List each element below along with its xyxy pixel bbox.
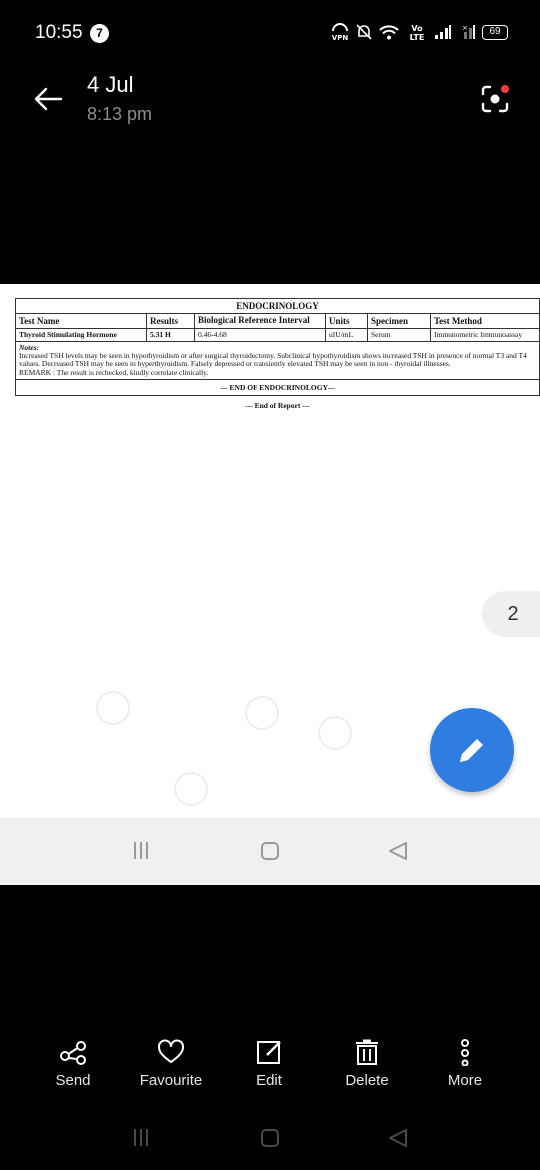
status-time: 10:55 [35, 22, 83, 43]
lab-report-document [15, 298, 540, 410]
more-vertical-icon [451, 1038, 479, 1066]
favourite-label: Favourite [139, 1072, 203, 1089]
svg-text:×: × [462, 24, 468, 32]
photo-date: 4 Jul [87, 72, 134, 97]
send-button[interactable] [23, 1038, 123, 1089]
method-cell: Immunometric Immunoassay [431, 329, 540, 342]
svg-text:VPN: VPN [331, 34, 349, 41]
vpn-icon [330, 23, 350, 41]
pencil-icon [456, 734, 488, 766]
result-cell: 5.31 H [147, 329, 195, 342]
wifi-icon [378, 23, 400, 41]
inner-navigation-bar [0, 818, 540, 885]
share-icon [59, 1038, 87, 1066]
column-header: Units [326, 314, 368, 329]
signal-icon [434, 24, 452, 40]
heart-icon [157, 1038, 185, 1066]
edit-button[interactable] [219, 1038, 319, 1089]
more-label: More [447, 1072, 483, 1089]
trash-icon [353, 1038, 381, 1066]
specimen-cell: Serum [368, 329, 431, 342]
touch-ripple [96, 691, 130, 725]
photo-viewer[interactable] [0, 284, 540, 885]
table-row [16, 329, 540, 342]
recents-icon[interactable] [131, 841, 151, 861]
column-header: Results [147, 314, 195, 329]
status-icons [330, 23, 508, 41]
units-cell: uIU/mL [326, 329, 368, 342]
recents-icon[interactable] [131, 1128, 151, 1148]
section-title: ENDOCRINOLOGY [16, 299, 540, 314]
more-button[interactable] [415, 1038, 515, 1089]
home-icon[interactable] [260, 841, 280, 861]
svg-text:Vo: Vo [411, 24, 423, 33]
column-header: Specimen [368, 314, 431, 329]
touch-ripple [318, 716, 352, 750]
notes-text: Increased TSH levels may be seen in hypothyroidism or after surgical thyroidectomy. Subclinical hypothyroidism shows increased TSH in presence of normal T3 and T4 values. Decreased TSH may be seen in hyperthyroidism. Falsely depressed or transiently elevated TSH may be seen in non - thyroidal illnesses. [19, 351, 527, 369]
end-section-text: --- END OF ENDOCRINOLOGY--- [15, 380, 540, 396]
notification-count-badge: 7 [90, 24, 109, 43]
volte-icon [406, 23, 428, 41]
send-label: Send [55, 1072, 91, 1089]
home-icon[interactable] [260, 1128, 280, 1148]
edit-fab-button[interactable] [430, 708, 514, 792]
table-header-row [16, 314, 540, 329]
end-report-text: --- End of Report --- [245, 400, 310, 410]
viewer-header [0, 66, 540, 146]
bottom-action-bar [0, 1038, 540, 1098]
remark-text: REMARK : The result is rechecked, kindly correlate clinically. [19, 367, 209, 377]
photo-time: 8:13 pm [87, 104, 153, 124]
column-header: Biological Reference Interval [195, 314, 326, 329]
back-triangle-icon[interactable] [387, 840, 409, 862]
reference-cell: 0.46-4.68 [195, 329, 326, 342]
page-number-indicator: 2 [482, 591, 540, 637]
column-header: Test Name [16, 314, 147, 329]
notes-block [15, 342, 540, 380]
test-name-cell: Thyroid Stimulating Hormone [16, 329, 147, 342]
svg-text:LTE: LTE [409, 33, 425, 41]
touch-ripple [174, 772, 208, 806]
system-navigation-bar [0, 1120, 540, 1170]
touch-ripple [245, 696, 279, 730]
battery-icon: 69 [482, 25, 508, 40]
signal-no-service-icon [458, 24, 476, 40]
back-arrow-icon[interactable] [33, 86, 63, 112]
google-lens-icon[interactable] [480, 84, 510, 114]
edit-icon [255, 1038, 283, 1066]
mute-bell-icon [356, 23, 372, 41]
back-triangle-icon[interactable] [387, 1127, 409, 1149]
notes-title: Notes: [19, 343, 39, 352]
edit-label: Edit [256, 1072, 282, 1089]
delete-button[interactable] [317, 1038, 417, 1089]
report-table [15, 298, 540, 342]
column-header: Test Method [431, 314, 540, 329]
delete-label: Delete [345, 1072, 389, 1089]
status-bar [0, 0, 540, 66]
favourite-button[interactable] [121, 1038, 221, 1089]
